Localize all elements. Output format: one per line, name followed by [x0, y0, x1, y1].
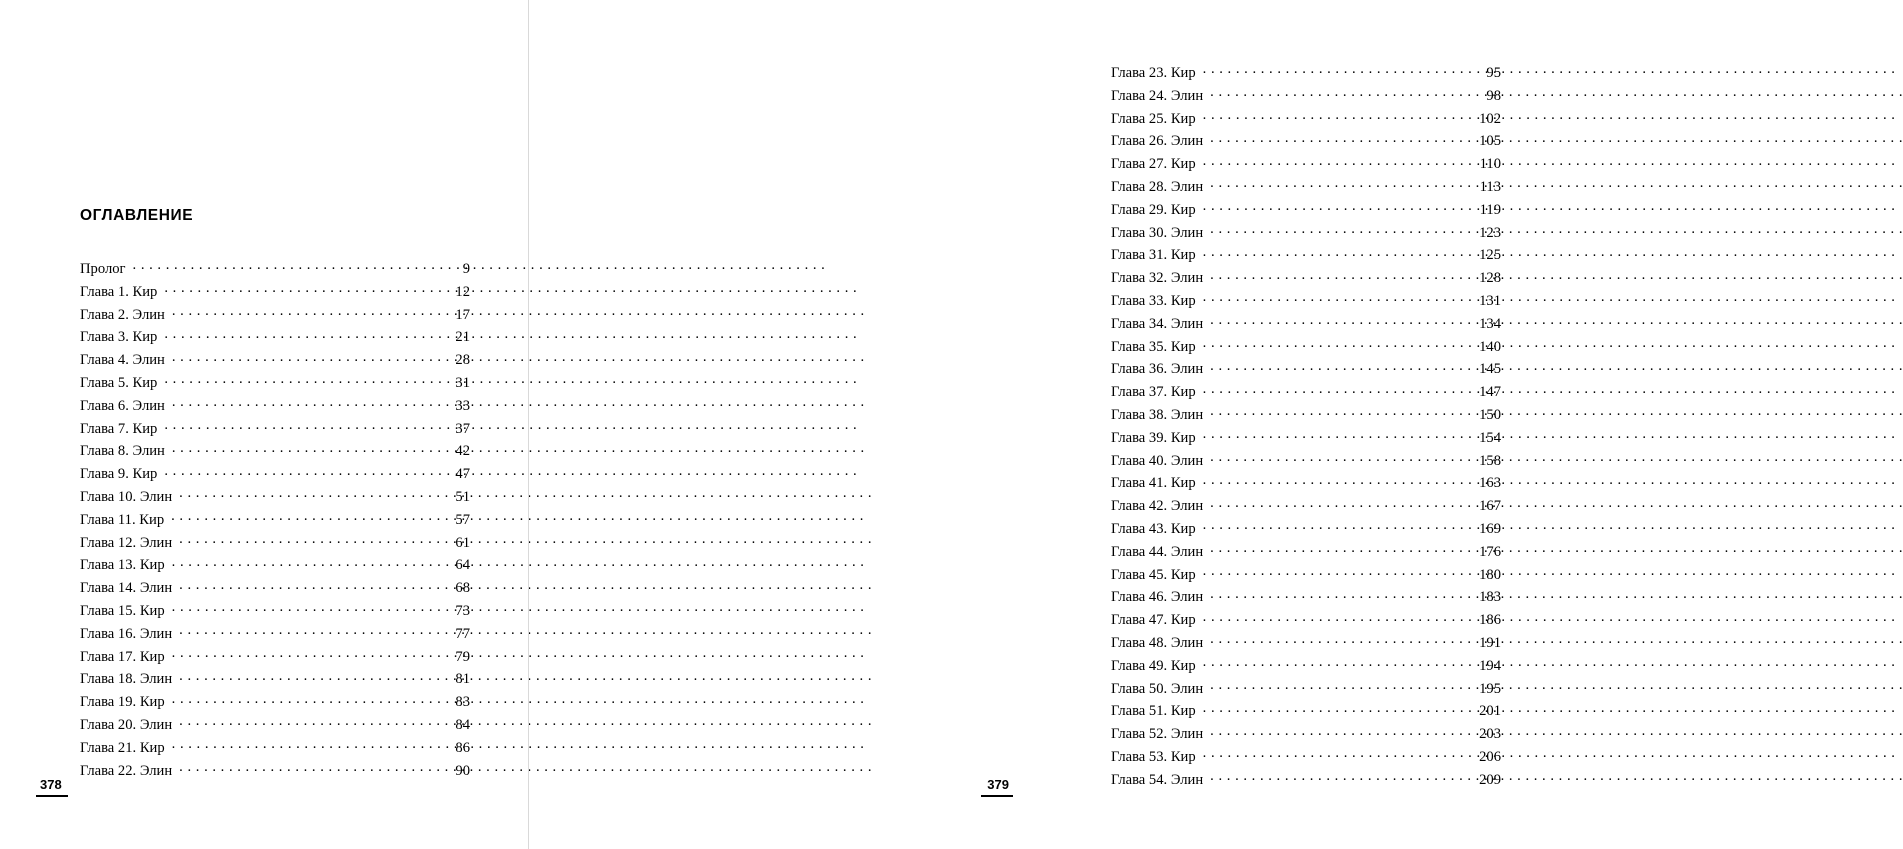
toc-entry-label: Глава 8. Элин: [80, 443, 165, 460]
toc-entry-label: Глава 11. Кир: [80, 511, 165, 528]
toc-entry[interactable]: [1111, 427, 1501, 450]
toc-leader-dots: [133, 258, 438, 273]
toc-entry[interactable]: [1111, 632, 1501, 655]
toc-entry[interactable]: [1111, 62, 1501, 85]
toc-entry[interactable]: [80, 646, 470, 669]
toc-leader-dots: [1203, 473, 1469, 488]
toc-entry-label: Глава 14. Элин: [80, 580, 173, 597]
toc-entry[interactable]: [80, 509, 470, 532]
toc-entry[interactable]: [1111, 267, 1501, 290]
toc-entry-label: Глава 41. Кир: [1111, 475, 1196, 492]
toc-entry-label: Глава 46. Элин: [1111, 589, 1204, 606]
toc-list-left: [80, 258, 470, 782]
toc-entry-page: 113: [1479, 178, 1501, 195]
toc-leader-dots: [1203, 382, 1469, 397]
toc-entry[interactable]: [1111, 85, 1501, 108]
toc-leader-dots: [1203, 564, 1469, 579]
toc-leader-dots: [171, 509, 438, 524]
toc-entry-page: 98: [1486, 87, 1501, 104]
toc-entry-page: 169: [1479, 520, 1501, 537]
toc-entry[interactable]: [80, 554, 470, 577]
toc-entry-label: Глава 13. Кир: [80, 557, 165, 574]
toc-entry-label: Глава 18. Элин: [80, 671, 173, 688]
toc-entry-label: Глава 45. Кир: [1111, 566, 1196, 583]
toc-entry-page: 83: [455, 694, 470, 711]
toc-entry-label: Глава 42. Элин: [1111, 498, 1204, 515]
toc-entry-page: 37: [455, 420, 470, 437]
toc-leader-dots: [1203, 199, 1469, 214]
toc-entry-page: 123: [1479, 224, 1501, 241]
toc-leader-dots: [1203, 154, 1469, 169]
toc-entry-label: Глава 33. Кир: [1111, 292, 1196, 309]
toc-entry-label: Глава 39. Кир: [1111, 429, 1196, 446]
toc-entry[interactable]: [80, 349, 470, 372]
toc-entry[interactable]: [1111, 541, 1501, 564]
toc-leader-dots: [172, 395, 438, 410]
toc-entry-page: 47: [455, 466, 470, 483]
toc-entry[interactable]: [80, 486, 470, 509]
toc-leader-dots: [1210, 176, 1469, 191]
toc-entry[interactable]: [1111, 336, 1501, 359]
toc-entry[interactable]: [1111, 518, 1501, 541]
toc-entry[interactable]: [1111, 723, 1501, 746]
toc-entry-page: 57: [455, 511, 470, 528]
toc-entry[interactable]: [1111, 381, 1501, 404]
toc-entry-page: 203: [1479, 726, 1501, 743]
toc-entry-label: Глава 15. Кир: [80, 602, 165, 619]
toc-leader-dots: [179, 714, 438, 729]
toc-entry[interactable]: [80, 418, 470, 441]
toc-entry-page: 12: [455, 283, 470, 300]
toc-leader-dots: [1203, 108, 1469, 123]
toc-entry-page: 186: [1479, 612, 1501, 629]
toc-entry[interactable]: [1111, 153, 1501, 176]
toc-leader-dots: [179, 532, 438, 547]
toc-entry-page: 33: [455, 397, 470, 414]
toc-entry-page: 194: [1479, 657, 1501, 674]
toc-leader-dots: [1210, 268, 1469, 283]
toc-entry-label: Глава 40. Элин: [1111, 452, 1204, 469]
toc-leader-dots: [1210, 632, 1469, 647]
toc-entry-page: 145: [1479, 361, 1501, 378]
toc-entry-label: Глава 1. Кир: [80, 283, 158, 300]
toc-entry-page: 42: [455, 443, 470, 460]
toc-entry-label: Глава 2. Элин: [80, 306, 165, 323]
folio-left: 378: [36, 777, 68, 797]
toc-entry-page: 64: [455, 557, 470, 574]
toc-entry-page: 191: [1479, 634, 1501, 651]
toc-leader-dots: [1210, 85, 1469, 100]
toc-entry-label: Глава 4. Элин: [80, 352, 165, 369]
toc-leader-dots: [172, 737, 438, 752]
toc-entry-label: Глава 50. Элин: [1111, 680, 1204, 697]
toc-leader-dots: [172, 350, 438, 365]
toc-entry-page: 158: [1479, 452, 1501, 469]
toc-entry[interactable]: [1111, 244, 1501, 267]
toc-entry-label: Глава 32. Элин: [1111, 270, 1204, 287]
toc-leader-dots: [164, 372, 438, 387]
toc-entry-label: Глава 52. Элин: [1111, 726, 1204, 743]
toc-entry-page: 81: [455, 671, 470, 688]
toc-entry-page: 61: [455, 534, 470, 551]
toc-leader-dots: [1210, 496, 1469, 511]
toc-entry-label: Глава 54. Элин: [1111, 771, 1204, 788]
toc-entry-label: Глава 26. Элин: [1111, 133, 1204, 150]
toc-entry[interactable]: [80, 623, 470, 646]
page-title: ОГЛАВЛЕНИЕ: [80, 207, 194, 224]
toc-entry-page: 119: [1479, 201, 1501, 218]
toc-entry-label: Глава 23. Кир: [1111, 65, 1196, 81]
toc-entry-page: 163: [1479, 475, 1501, 492]
toc-leader-dots: [1203, 62, 1469, 77]
toc-entry-label: Глава 20. Элин: [80, 716, 173, 733]
toc-entry-page: 201: [1479, 703, 1501, 720]
toc-entry[interactable]: [80, 258, 470, 281]
toc-entry[interactable]: [1111, 495, 1501, 518]
toc-entry-label: Глава 21. Кир: [80, 739, 165, 756]
toc-entry-page: 51: [455, 488, 470, 505]
toc-leader-dots: [1210, 404, 1469, 419]
toc-entry[interactable]: [1111, 586, 1501, 609]
toc-entry[interactable]: [80, 395, 470, 418]
toc-entry-label: Глава 12. Элин: [80, 534, 173, 551]
toc-entry[interactable]: [1111, 313, 1501, 336]
toc-entry[interactable]: [80, 691, 470, 714]
toc-leader-dots: [1203, 518, 1469, 533]
toc-leader-dots: [164, 281, 438, 296]
toc-entry-page: 21: [455, 329, 470, 346]
toc-entry[interactable]: [80, 326, 470, 349]
toc-leader-dots: [1203, 746, 1469, 761]
toc-leader-dots: [1210, 587, 1469, 602]
toc-entry[interactable]: [1111, 176, 1501, 199]
toc-entry-page: 110: [1479, 156, 1501, 173]
toc-entry-page: 134: [1479, 315, 1501, 332]
toc-entry-label: Глава 25. Кир: [1111, 110, 1196, 127]
toc-leader-dots: [1210, 769, 1469, 784]
toc-entry[interactable]: [1111, 609, 1501, 632]
toc-entry-page: 131: [1479, 292, 1501, 309]
toc-leader-dots: [172, 646, 438, 661]
toc-entry-page: 105: [1479, 133, 1501, 150]
toc-entry[interactable]: [80, 600, 470, 623]
toc-entry-page: 79: [455, 648, 470, 665]
toc-entry-page: 86: [455, 739, 470, 756]
toc-entry-page: 102: [1479, 110, 1501, 127]
toc-entry-page: 90: [455, 762, 470, 779]
toc-entry-label: Глава 36. Элин: [1111, 361, 1204, 378]
toc-entry[interactable]: [80, 463, 470, 486]
toc-entry-page: 125: [1479, 247, 1501, 264]
toc-entry[interactable]: [80, 532, 470, 555]
toc-leader-dots: [179, 623, 438, 638]
toc-entry[interactable]: [80, 714, 470, 737]
toc-entry-page: 140: [1479, 338, 1501, 355]
toc-leader-dots: [172, 304, 438, 319]
toc-leader-dots: [1203, 336, 1469, 351]
toc-entry[interactable]: [80, 281, 470, 304]
toc-leader-dots: [1203, 427, 1469, 442]
toc-entry-label: Глава 5. Кир: [80, 374, 158, 391]
toc-entry-page: 31: [455, 374, 470, 391]
toc-leader-dots: [1210, 222, 1469, 237]
toc-entry[interactable]: [1111, 564, 1501, 587]
toc-entry-label: Глава 31. Кир: [1111, 247, 1196, 264]
toc-entry-label: Глава 35. Кир: [1111, 338, 1196, 355]
toc-entry-page: 176: [1479, 543, 1501, 560]
toc-entry-label: Глава 17. Кир: [80, 648, 165, 665]
toc-entry[interactable]: [1111, 130, 1501, 153]
toc-leader-dots: [164, 327, 438, 342]
toc-entry-label: Глава 51. Кир: [1111, 703, 1196, 720]
toc-entry-label: Глава 34. Элин: [1111, 315, 1204, 332]
toc-leader-dots: [1203, 245, 1469, 260]
toc-entry-page: 128: [1479, 270, 1501, 287]
toc-entry-label: Глава 27. Кир: [1111, 156, 1196, 173]
toc-entry[interactable]: [80, 440, 470, 463]
toc-leader-dots: [1203, 290, 1469, 305]
toc-entry-label: Глава 47. Кир: [1111, 612, 1196, 629]
toc-entry-page: 180: [1479, 566, 1501, 583]
toc-entry-page: 206: [1479, 748, 1501, 765]
toc-entry-page: 84: [455, 716, 470, 733]
toc-entry[interactable]: [1111, 404, 1501, 427]
toc-entry[interactable]: [1111, 769, 1501, 792]
toc-leader-dots: [172, 600, 438, 615]
toc-leader-dots: [179, 486, 438, 501]
toc-entry-label: Глава 44. Элин: [1111, 543, 1204, 560]
toc-entry-page: 77: [455, 625, 470, 642]
toc-entry-page: 150: [1479, 406, 1501, 423]
toc-entry-label: Глава 29. Кир: [1111, 201, 1196, 218]
toc-entry[interactable]: [1111, 290, 1501, 313]
toc-entry-label: Глава 9. Кир: [80, 466, 158, 483]
toc-leader-dots: [1210, 724, 1469, 739]
toc-entry[interactable]: [1111, 700, 1501, 723]
toc-entry-label: Глава 22. Элин: [80, 762, 173, 779]
toc-leader-dots: [1210, 131, 1469, 146]
toc-entry-page: 147: [1479, 384, 1501, 401]
toc-entry-label: Глава 19. Кир: [80, 694, 165, 711]
toc-entry-page: 17: [455, 306, 470, 323]
toc-entry[interactable]: [1111, 108, 1501, 131]
toc-entry-label: Глава 48. Элин: [1111, 634, 1204, 651]
toc-entry-page: 9: [462, 261, 470, 277]
toc-leader-dots: [1210, 678, 1469, 693]
toc-leader-dots: [1210, 313, 1469, 328]
toc-entry-label: Глава 43. Кир: [1111, 520, 1196, 537]
toc-leader-dots: [179, 578, 438, 593]
toc-entry-label: Глава 10. Элин: [80, 488, 173, 505]
toc-leader-dots: [164, 464, 438, 479]
toc-leader-dots: [1203, 610, 1469, 625]
toc-entry-page: 183: [1479, 589, 1501, 606]
toc-entry-label: Глава 37. Кир: [1111, 384, 1196, 401]
toc-entry-page: 28: [455, 352, 470, 369]
toc-entry[interactable]: [1111, 358, 1501, 381]
toc-list-right: [1111, 62, 1501, 792]
toc-entry[interactable]: [80, 372, 470, 395]
toc-entry-page: 154: [1479, 429, 1501, 446]
toc-entry-page: 95: [1486, 65, 1501, 81]
toc-leader-dots: [1210, 541, 1469, 556]
toc-leader-dots: [1210, 450, 1469, 465]
toc-leader-dots: [172, 555, 438, 570]
toc-entry-label: Глава 7. Кир: [80, 420, 158, 437]
toc-entry-page: 209: [1479, 771, 1501, 788]
toc-leader-dots: [172, 692, 438, 707]
toc-entry-page: 195: [1479, 680, 1501, 697]
toc-entry-label: Глава 28. Элин: [1111, 178, 1204, 195]
toc-entry[interactable]: [80, 760, 470, 783]
toc-entry[interactable]: [1111, 222, 1501, 245]
toc-entry[interactable]: [1111, 450, 1501, 473]
toc-entry[interactable]: [80, 668, 470, 691]
toc-leader-dots: [164, 418, 438, 433]
toc-entry-label: Пролог: [80, 261, 126, 277]
toc-leader-dots: [1203, 701, 1469, 716]
toc-leader-dots: [179, 669, 438, 684]
toc-entry[interactable]: [80, 577, 470, 600]
toc-entry[interactable]: [1111, 655, 1501, 678]
toc-entry-page: 68: [455, 580, 470, 597]
toc-entry[interactable]: [1111, 472, 1501, 495]
toc-entry[interactable]: [1111, 199, 1501, 222]
toc-entry-label: Глава 53. Кир: [1111, 748, 1196, 765]
toc-entry-label: Глава 16. Элин: [80, 625, 173, 642]
toc-entry[interactable]: [80, 737, 470, 760]
toc-entry-label: Глава 38. Элин: [1111, 406, 1204, 423]
toc-entry-page: 73: [455, 602, 470, 619]
page-left: [0, 0, 528, 849]
toc-entry[interactable]: [1111, 678, 1501, 701]
toc-entry[interactable]: [1111, 746, 1501, 769]
toc-entry-label: Глава 3. Кир: [80, 329, 158, 346]
page-right: [528, 0, 1501, 849]
toc-leader-dots: [1210, 359, 1469, 374]
folio-right: 379: [981, 777, 1013, 797]
toc-leader-dots: [172, 441, 438, 456]
toc-entry-label: Глава 6. Элин: [80, 397, 165, 414]
toc-entry[interactable]: [80, 304, 470, 327]
toc-leader-dots: [1203, 655, 1469, 670]
toc-leader-dots: [179, 760, 438, 775]
toc-entry-page: 167: [1479, 498, 1501, 515]
toc-entry-label: Глава 24. Элин: [1111, 87, 1204, 104]
toc-entry-label: Глава 30. Элин: [1111, 224, 1204, 241]
toc-entry-label: Глава 49. Кир: [1111, 657, 1196, 674]
